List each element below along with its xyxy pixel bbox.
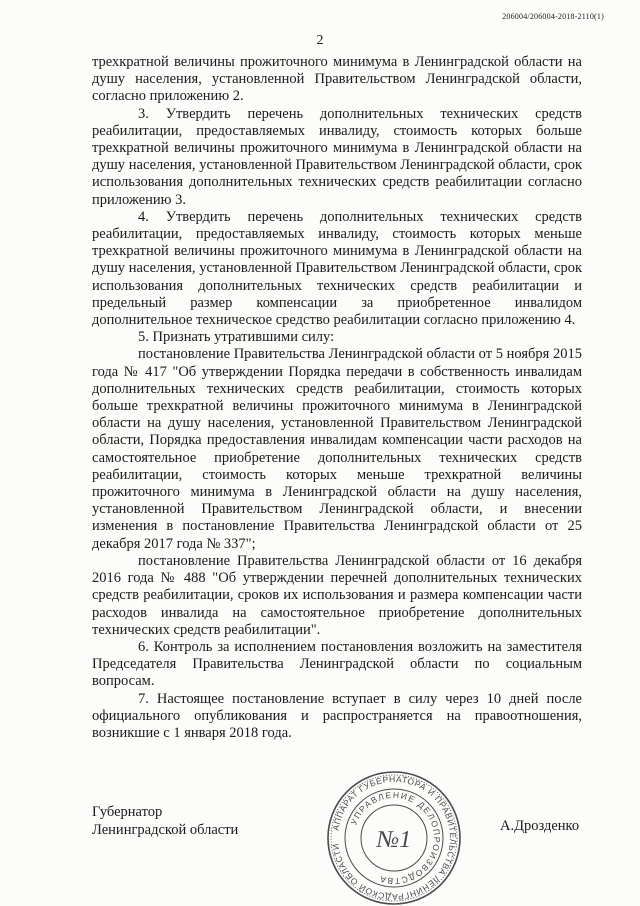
paragraph-item-3: 3. Утвердить перечень дополнительных технических средств реабилитации, предоставляемых инвалиду, стоимость которых больше трехкратной величины прожиточного минимума в Ленинградской области на душу населения, установленной Правительством Ленинградской области, срок использования дополнительных технических средств реабилитации согласно приложению 3. <box>92 105 582 208</box>
seal-inner-text: УПРАВЛЕНИЕ ДЕЛОПРОИЗВОДСТВА <box>348 789 443 887</box>
paragraph-item-5: 5. Признать утратившими силу: <box>138 329 335 346</box>
seal-outer-text: АППАРАТ ГУБЕРНАТОРА И ПРАВИТЕЛЬСТВА ЛЕНИНГРАДСКОЙ ОБЛАСТИ <box>330 773 459 903</box>
signatory-title-line1: Губернатор <box>92 804 163 820</box>
signatory-title-line2: Ленинградской области <box>92 821 239 838</box>
paragraph-continuation: трехкратной величины прожиточного минимума в Ленинградской области на душу населения, установленной Правительством Ленинградской области, согласно приложению 2. <box>92 54 582 105</box>
signatory-title <box>92 804 238 839</box>
document-body <box>92 54 582 742</box>
seal-number: №1 <box>376 827 412 853</box>
page-number: 2 <box>316 33 324 48</box>
paragraph-item-4: 4. Утвердить перечень дополнительных технических средств реабилитации, предоставляемых инвалиду, стоимость которых меньше трехкратной величины прожиточного минимума в Ленинградской области на душу населения, установленной Правительством Ленинградской области, срок использования дополнительных технических средств реабилитации и предельный размер компенсации за приобретенное инвалидом дополнительное техническое средство реабилитации согласно приложению 4. <box>92 208 582 329</box>
signatory-name: А.Дрозденко <box>500 818 580 834</box>
repealed-act-1: постановление Правительства Ленинградской области от 5 ноября 2015 года № 417 "Об утверждении Порядка передачи в собственность инвалидам дополнительных технических средств реабилитации, стоимость которых больше трехкратной величины прожиточного минимума в Ленинградской области на душу населения, установленной Правительством Ленинградской области, Порядка предоставления инвалидам компенсации части расходов на самостоятельное приобретение дополнительных технических средств реабилитации, стоимость которых меньше трехкратной величины прожиточного минимума в Ленинградской области на душу населения, установленной Правительством Ленинградской области, и внесении изменения в постановление Правительства Ленинградской области от 25 декабря 2017 года № 337"; <box>92 346 582 552</box>
repealed-act-2: постановление Правительства Ленинградской области от 16 декабря 2016 года № 488 "Об утверждении перечней дополнительных технических средств реабилитации, сроков их использования и размера компенсации части расходов инвалида на самостоятельное приобретение дополнительных технических средств реабилитации". <box>92 552 582 638</box>
official-seal <box>326 770 462 906</box>
document-id: 206004/206004-2018-2110(1) <box>502 12 604 21</box>
paragraph-item-7: 7. Настоящее постановление вступает в силу через 10 дней после официального опубликования и распространяется на правоотношения, возникшие с 1 января 2018 года. <box>92 690 582 741</box>
paragraph-item-6: 6. Контроль за исполнением постановления возложить на заместителя Председателя Правительства Ленинградской области по социальным вопросам. <box>92 638 582 690</box>
